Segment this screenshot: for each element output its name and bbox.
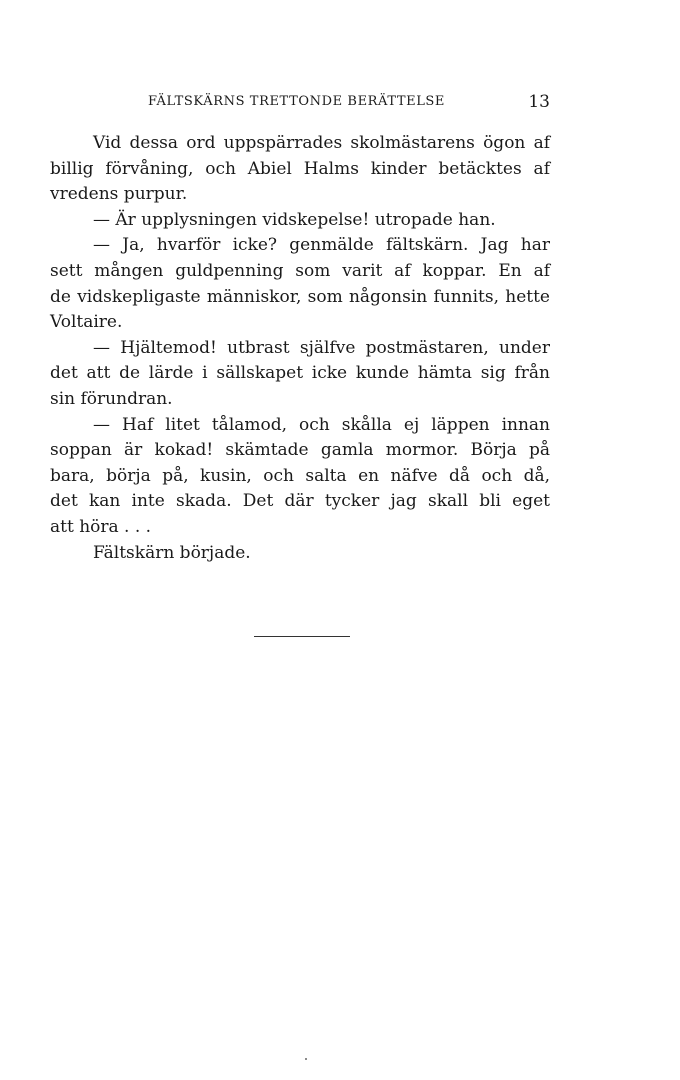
text-line: — Ja, hvarför icke? genmälde fältskärn. Jag har bbox=[93, 235, 550, 256]
section-end-rule bbox=[254, 636, 350, 637]
print-speck bbox=[305, 1058, 307, 1060]
text-line: billig förvåning, och Abiel Halms kinder betäcktes af bbox=[50, 158, 550, 179]
text-line: Voltaire. bbox=[50, 312, 123, 333]
text-line: vredens purpur. bbox=[50, 184, 188, 205]
text-line: — Haf litet tålamod, och skålla ej läppen innan bbox=[93, 414, 550, 435]
text-line: sin förundran. bbox=[50, 388, 173, 409]
text-line: soppan är kokad! skämtade gamla mormor. Börja på bbox=[50, 440, 550, 461]
body-text bbox=[50, 131, 550, 566]
text-line: att höra . . . bbox=[50, 516, 152, 537]
text-line: de vidskepligaste människor, som någonsin funnits, hette bbox=[50, 286, 550, 307]
text-line: bara, börja på, kusin, och salta en näfve då och då, bbox=[50, 465, 550, 486]
text-line: sett mången guldpenning som varit af koppar. En af bbox=[50, 260, 550, 281]
page-number: 13 bbox=[528, 92, 550, 112]
text-line: det kan inte skada. Det där tycker jag skall bli eget bbox=[50, 491, 550, 512]
text-line: Vid dessa ord uppspärrades skolmästarens ögon af bbox=[93, 133, 550, 153]
running-title: FÄLTSKÄRNS TRETTONDE BERÄTTELSE bbox=[148, 94, 446, 109]
page-header bbox=[50, 92, 550, 116]
text-line: det att de lärde i sällskapet icke kunde hämta sig från bbox=[50, 363, 550, 384]
text-line: Fältskärn började. bbox=[93, 542, 251, 563]
text-line: — Hjältemod! utbrast själfve postmästaren, under bbox=[93, 337, 550, 358]
text-line: — Är upplysningen vidskepelse! utropade han. bbox=[93, 209, 496, 230]
